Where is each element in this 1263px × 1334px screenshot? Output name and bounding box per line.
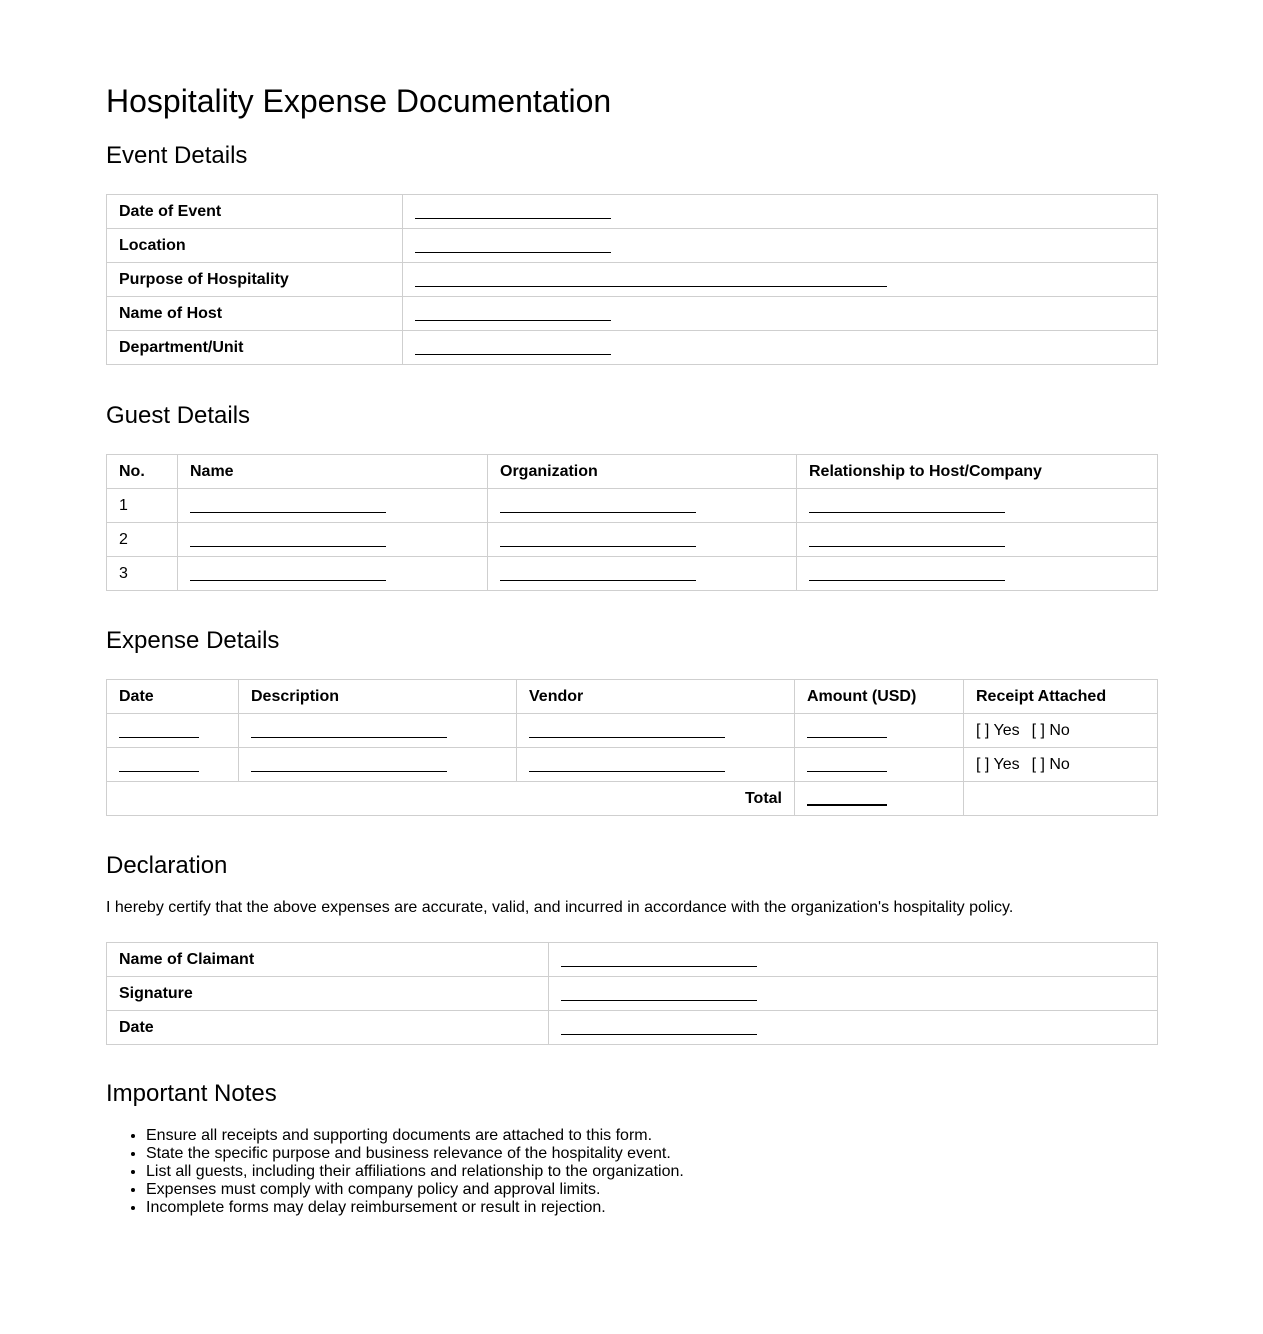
guest-name-field[interactable] [190, 532, 386, 547]
table-row [107, 331, 1158, 365]
column-header: No. [107, 455, 178, 489]
guest-details-table [106, 454, 1158, 591]
declaration-heading: Declaration [106, 852, 228, 879]
guest-number: 1 [107, 489, 178, 523]
receipt-yes-checkbox[interactable]: [ ] Yes [976, 721, 1020, 739]
expense-vendor-field[interactable] [529, 723, 725, 738]
table-row [107, 748, 1158, 782]
guest-number: 2 [107, 523, 178, 557]
field-label: Name of Host [107, 297, 403, 331]
guest-name-field[interactable] [190, 498, 386, 513]
field-label: Date of Event [107, 195, 403, 229]
expense-date-field[interactable] [119, 723, 199, 738]
event-details-heading: Event Details [106, 142, 248, 169]
expense-date-field[interactable] [119, 757, 199, 772]
table-row [107, 1011, 1158, 1045]
expense-vendor-field[interactable] [529, 757, 725, 772]
field-label: Name of Claimant [107, 943, 549, 977]
department-field[interactable] [415, 340, 611, 355]
total-amount-field[interactable] [807, 790, 887, 806]
table-row [107, 195, 1158, 229]
total-row [107, 782, 1158, 816]
table-row [107, 943, 1158, 977]
column-header: Receipt Attached [964, 680, 1158, 714]
declaration-text: I hereby certify that the above expenses are accurate, valid, and incurred in accordance with the organization's hospitality policy. [106, 899, 1014, 916]
column-header: Vendor [517, 680, 795, 714]
expense-details-table [106, 679, 1158, 816]
list-item: • Ensure all receipts and supporting documents are attached to this form. [146, 1127, 684, 1145]
list-item: • Incomplete forms may delay reimbursement or result in rejection. [146, 1199, 684, 1217]
expense-description-field[interactable] [251, 723, 447, 738]
guest-organization-field[interactable] [500, 532, 696, 547]
expense-amount-field[interactable] [807, 723, 887, 738]
field-label: Department/Unit [107, 331, 403, 365]
column-header: Amount (USD) [795, 680, 964, 714]
column-header: Name [178, 455, 488, 489]
guest-relationship-field[interactable] [809, 566, 1005, 581]
total-label: Total [107, 782, 795, 816]
signature-field[interactable] [561, 986, 757, 1001]
table-row [107, 523, 1158, 557]
declaration-date-field[interactable] [561, 1020, 757, 1035]
expense-details-heading: Expense Details [106, 627, 280, 654]
claimant-name-field[interactable] [561, 952, 757, 967]
field-label: Location [107, 229, 403, 263]
receipt-no-checkbox[interactable]: [ ] No [1031, 721, 1070, 739]
guest-number: 3 [107, 557, 178, 591]
field-label: Date [107, 1011, 549, 1045]
field-label: Purpose of Hospitality [107, 263, 403, 297]
list-item: • List all guests, including their affiliations and relationship to the organization. [146, 1163, 684, 1181]
expense-description-field[interactable] [251, 757, 447, 772]
table-row [107, 977, 1158, 1011]
guest-organization-field[interactable] [500, 498, 696, 513]
table-header-row [107, 455, 1158, 489]
guest-relationship-field[interactable] [809, 498, 1005, 513]
important-notes-heading: Important Notes [106, 1080, 277, 1107]
table-row [107, 297, 1158, 331]
list-item: • Expenses must comply with company policy and approval limits. [146, 1181, 684, 1199]
column-header: Date [107, 680, 239, 714]
table-row [107, 557, 1158, 591]
table-row [107, 263, 1158, 297]
guest-organization-field[interactable] [500, 566, 696, 581]
guest-relationship-field[interactable] [809, 532, 1005, 547]
host-name-field[interactable] [415, 306, 611, 321]
event-details-table [106, 194, 1158, 365]
page-title: Hospitality Expense Documentation [106, 83, 612, 119]
table-row [107, 229, 1158, 263]
column-header: Organization [488, 455, 797, 489]
expense-amount-field[interactable] [807, 757, 887, 772]
table-header-row [107, 680, 1158, 714]
receipt-no-checkbox[interactable]: [ ] No [1031, 755, 1070, 773]
field-label: Signature [107, 977, 549, 1011]
receipt-yes-checkbox[interactable]: [ ] Yes [976, 755, 1020, 773]
list-item: • State the specific purpose and business relevance of the hospitality event. [146, 1145, 684, 1163]
guest-name-field[interactable] [190, 566, 386, 581]
declaration-table [106, 942, 1158, 1045]
column-header: Description [239, 680, 517, 714]
table-row [107, 714, 1158, 748]
location-field[interactable] [415, 238, 611, 253]
column-header: Relationship to Host/Company [797, 455, 1158, 489]
date-of-event-field[interactable] [415, 204, 611, 219]
table-row [107, 489, 1158, 523]
notes-list [106, 1127, 684, 1217]
purpose-field[interactable] [415, 272, 887, 287]
guest-details-heading: Guest Details [106, 402, 251, 429]
